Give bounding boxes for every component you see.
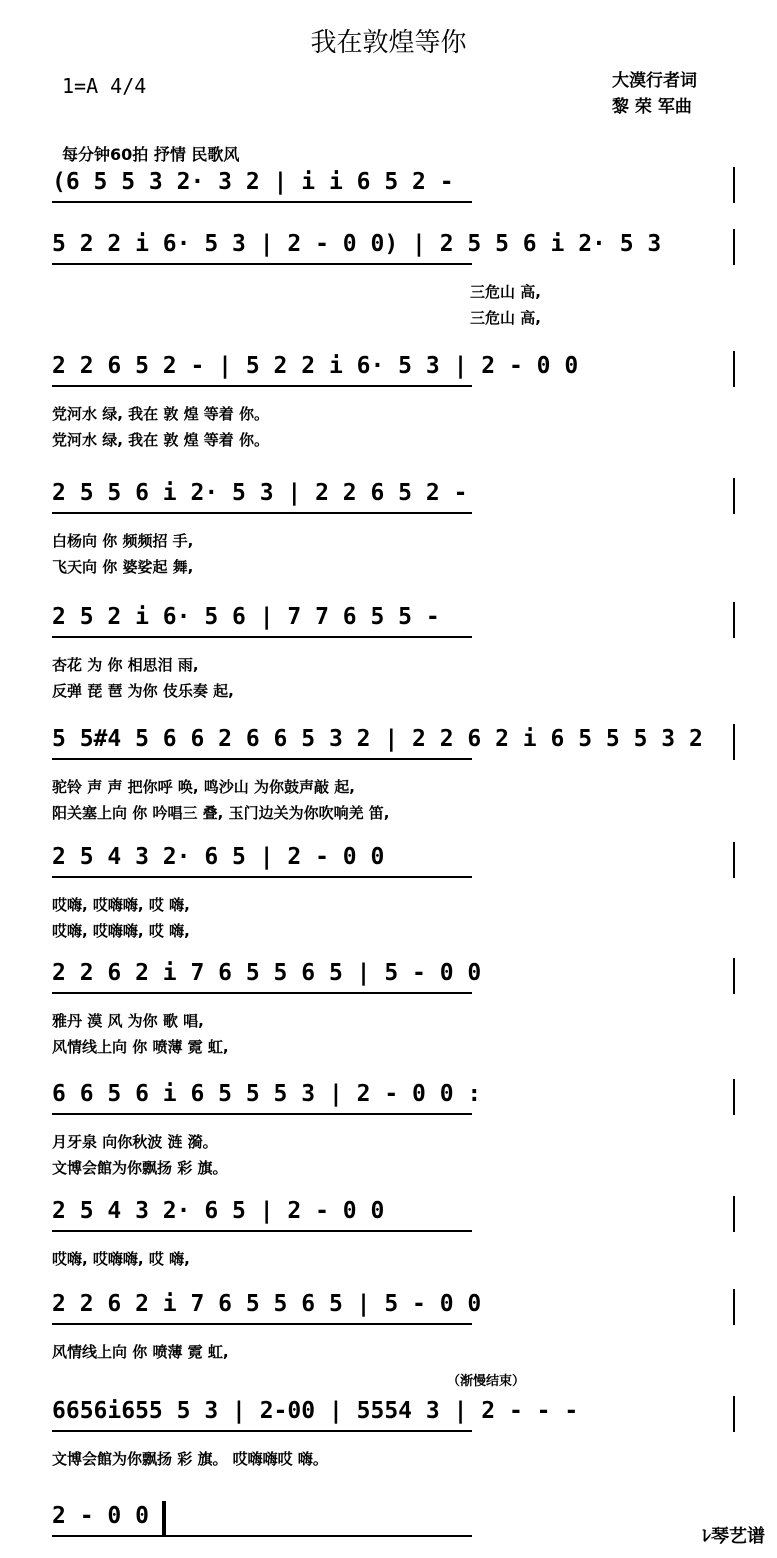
lyric-line: 风情线上向 你 喷薄 霓 虹,	[52, 1343, 229, 1361]
lyric-line: 反弹 琵 琶 为你 伎乐奏 起,	[52, 682, 234, 700]
lyricist-credit: 大漠行者词	[612, 71, 697, 91]
notation-line-12: 6656i655 5 3 | 2-00 | 5554 3 | 2 - - -	[52, 1398, 579, 1424]
lyric-line: 白杨向 你 频频招 手,	[52, 532, 194, 550]
lyric-line: 哎嗨, 哎嗨嗨, 哎 嗨,	[52, 1250, 190, 1268]
key-signature: 1=A 4/4	[62, 74, 147, 98]
lyric-line: 飞天向 你 婆娑起 舞,	[52, 558, 194, 576]
notation-line-7: 2 5 4 3 2· 6 5 | 2 - 0 0	[52, 844, 385, 870]
watermark-text: 琴艺谱	[711, 1526, 765, 1547]
barline	[733, 724, 735, 760]
barline	[162, 1501, 166, 1537]
notation-line-9: 6 6 5 6 i 6 5 5 5 3 | 2 - 0 0 :	[52, 1081, 482, 1107]
barline	[733, 958, 735, 994]
beam-line	[52, 992, 472, 994]
barline	[733, 842, 735, 878]
barline	[733, 478, 735, 514]
barline	[733, 602, 735, 638]
song-title: 我在敦煌等你	[310, 28, 467, 58]
watermark-logo	[702, 1522, 765, 1548]
beam-line	[52, 512, 472, 514]
lyric-line: 杏花 为 你 相思泪 雨,	[52, 656, 199, 674]
beam-line	[52, 636, 472, 638]
barline	[733, 167, 735, 203]
beam-line	[52, 1535, 472, 1537]
barline	[733, 1396, 735, 1432]
barline	[733, 1079, 735, 1115]
notation-line-3: 2 2 6 5 2 - | 5 2 2 i 6· 5 3 | 2 - 0 0	[52, 353, 579, 379]
lyric-line: 三危山 高,	[470, 283, 541, 301]
barline	[733, 351, 735, 387]
lyric-line: 党河水 绿, 我在 敦 煌 等着 你。	[52, 431, 270, 449]
notation-line-5: 2 5 2 i 6· 5 6 | 7 7 6 5 5 -	[52, 604, 440, 630]
lyric-line: 月牙泉 向你秋波 涟 漪。	[52, 1133, 218, 1151]
beam-line	[52, 201, 472, 203]
notation-line-4: 2 5 5 6 i 2· 5 3 | 2 2 6 5 2 -	[52, 480, 468, 506]
tempo-marking: 每分钟60拍 抒情 民歌风	[62, 145, 240, 164]
barline	[733, 1289, 735, 1325]
beam-line	[52, 876, 472, 878]
notation-line-6: 5 5#4 5 6 6 2 6 6 5 3 2 | 2 2 6 2 i 6 5 5 5 3 2	[52, 726, 703, 752]
lyric-line: 风情线上向 你 喷薄 霓 虹,	[52, 1038, 229, 1056]
beam-line	[52, 385, 472, 387]
beam-line	[52, 1323, 472, 1325]
watermark-icon: ﾚ	[702, 1526, 711, 1547]
lyric-line: 阳关塞上向 你 吟唱三 叠, 玉门边关为你吹响羌 笛,	[52, 804, 390, 822]
lyric-line: 文博会館为你飘扬 彩 旗。 哎嗨嗨哎 嗨。	[52, 1450, 328, 1468]
beam-line	[52, 1113, 472, 1115]
beam-line	[52, 263, 472, 265]
beam-line	[52, 758, 472, 760]
notation-line-13: 2 - 0 0	[52, 1503, 149, 1529]
notation-line-11: 2 2 6 2 i 7 6 5 5 6 5 | 5 - 0 0	[52, 1291, 482, 1317]
lyric-line: 三危山 高,	[470, 309, 541, 327]
barline	[733, 229, 735, 265]
lyric-line: 雅丹 漠 风 为你 歌 唱,	[52, 1012, 204, 1030]
composer-credit: 黎 荣 军曲	[612, 97, 692, 117]
beam-line	[52, 1430, 472, 1432]
lyric-line: 驼铃 声 声 把你呼 唤, 鸣沙山 为你鼓声敲 起,	[52, 778, 355, 796]
notation-line-10: 2 5 4 3 2· 6 5 | 2 - 0 0	[52, 1198, 385, 1224]
barline	[733, 1196, 735, 1232]
beam-line	[52, 1230, 472, 1232]
lyric-line: 党河水 绿, 我在 敦 煌 等着 你。	[52, 405, 270, 423]
lyric-line: 哎嗨, 哎嗨嗨, 哎 嗨,	[52, 896, 190, 914]
lyric-line: 哎嗨, 哎嗨嗨, 哎 嗨,	[52, 922, 190, 940]
notation-line-1: (6 5 5 3 2· 3 2 | i i 6 5 2 -	[52, 169, 454, 195]
rit-marking: （渐慢结束）	[447, 1374, 526, 1389]
lyric-line: 文博会館为你飘扬 彩 旗。	[52, 1159, 228, 1177]
notation-line-2: 5 2 2 i 6· 5 3 | 2 - 0 0) | 2 5 5 6 i 2· 5 3	[52, 231, 662, 257]
notation-line-8: 2 2 6 2 i 7 6 5 5 6 5 | 5 - 0 0	[52, 960, 482, 986]
